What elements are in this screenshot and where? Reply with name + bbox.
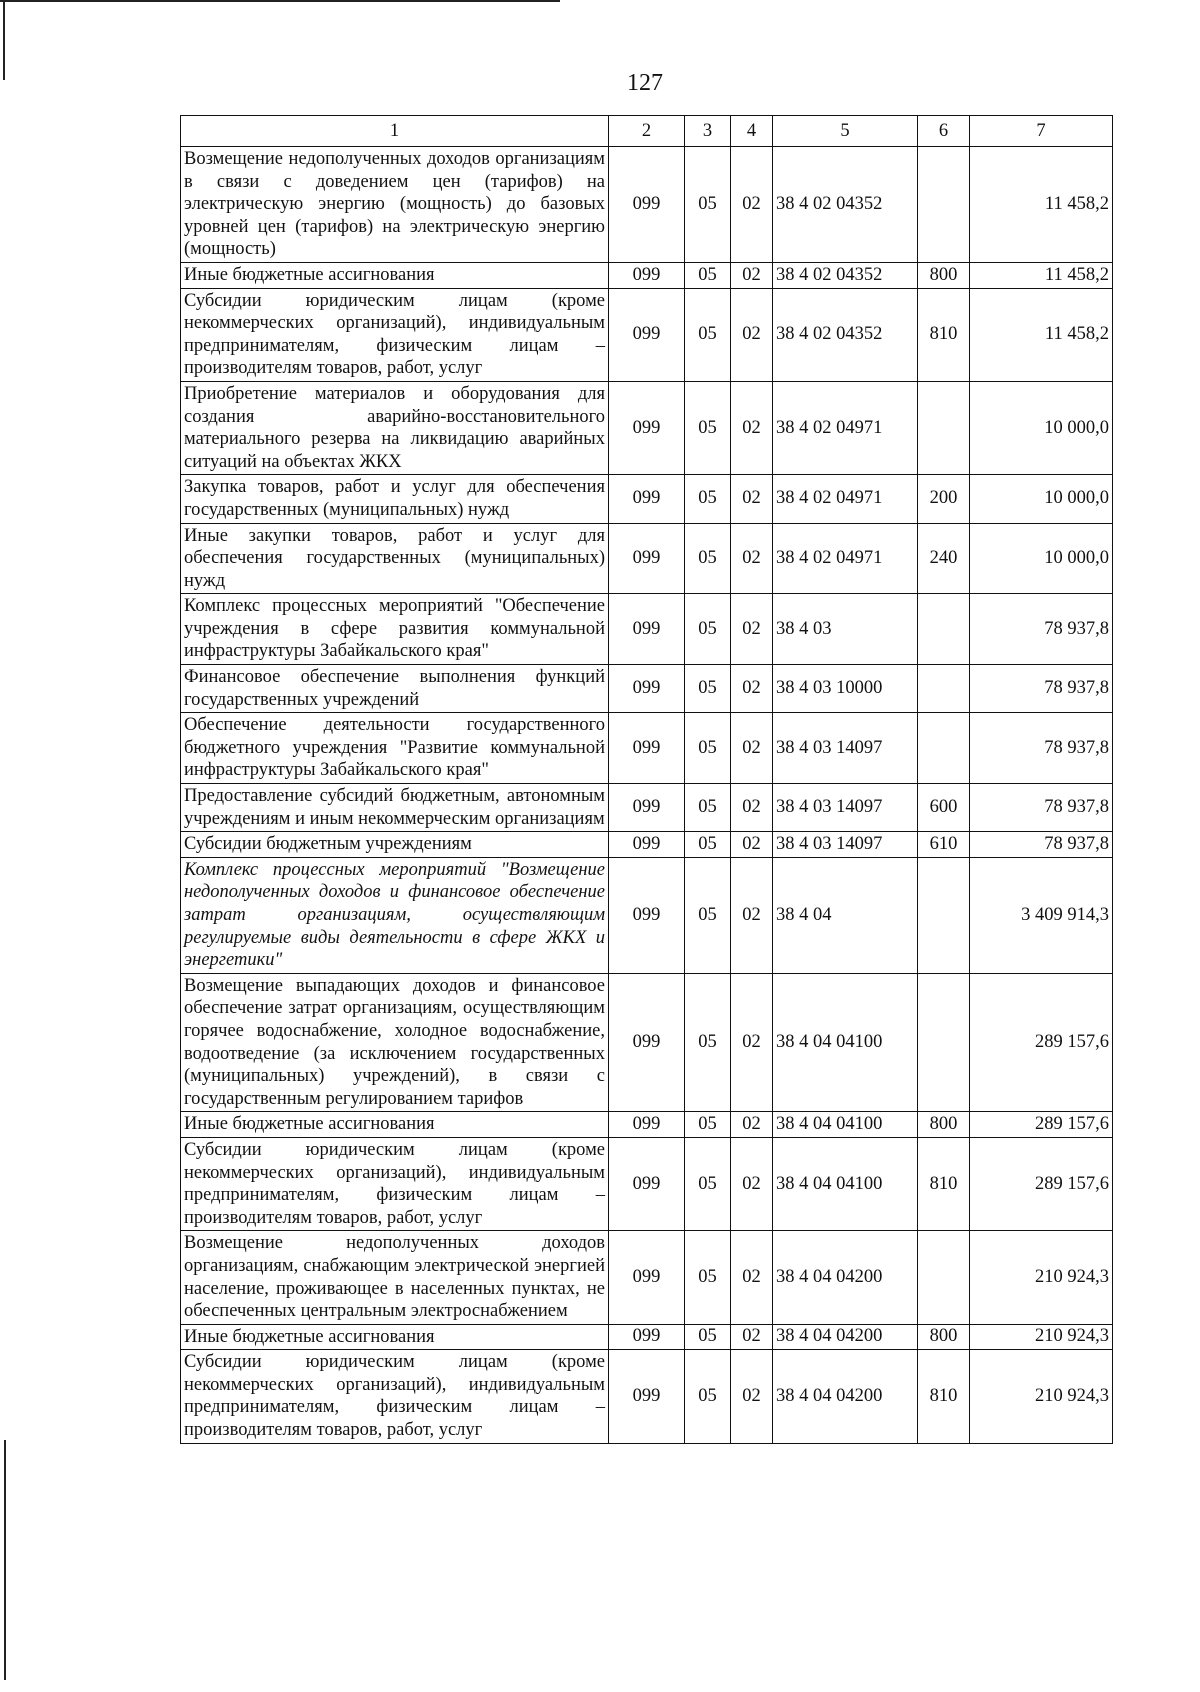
cell-target-article: 38 4 02 04352 — [773, 288, 918, 381]
cell-expense-type — [918, 973, 970, 1112]
cell-section: 05 — [685, 1350, 731, 1443]
cell-code: 099 — [609, 1350, 685, 1443]
scan-edge-top — [0, 0, 560, 2]
cell-amount: 289 157,6 — [970, 1112, 1113, 1138]
column-header: 2 — [609, 116, 685, 147]
cell-expense-type — [918, 665, 970, 713]
cell-code: 099 — [609, 713, 685, 784]
cell-subsection: 02 — [731, 832, 773, 858]
cell-amount: 11 458,2 — [970, 262, 1113, 288]
cell-subsection: 02 — [731, 381, 773, 474]
column-header: 5 — [773, 116, 918, 147]
cell-section: 05 — [685, 973, 731, 1112]
cell-subsection: 02 — [731, 1324, 773, 1350]
cell-target-article: 38 4 02 04352 — [773, 262, 918, 288]
cell-subsection: 02 — [731, 288, 773, 381]
cell-code: 099 — [609, 857, 685, 973]
cell-code: 099 — [609, 1324, 685, 1350]
cell-amount: 10 000,0 — [970, 381, 1113, 474]
row-name: Закупка товаров, работ и услуг для обеспечения государственных (муниципальных) нужд — [181, 475, 609, 523]
cell-code: 099 — [609, 784, 685, 832]
row-name: Комплекс процессных мероприятий "Обеспечение учреждения в сфере развития коммунальной инфраструктуры Забайкальского края" — [181, 594, 609, 665]
cell-code: 099 — [609, 523, 685, 594]
scan-edge-left — [3, 0, 5, 80]
cell-expense-type — [918, 1231, 970, 1324]
cell-code: 099 — [609, 1137, 685, 1230]
cell-section: 05 — [685, 784, 731, 832]
cell-code: 099 — [609, 147, 685, 263]
cell-target-article: 38 4 03 14097 — [773, 832, 918, 858]
cell-section: 05 — [685, 1137, 731, 1230]
column-header: 3 — [685, 116, 731, 147]
cell-subsection: 02 — [731, 857, 773, 973]
row-name: Обеспечение деятельности государственного бюджетного учреждения "Развитие коммунальной инфраструктуры Забайкальского края" — [181, 713, 609, 784]
cell-target-article: 38 4 03 14097 — [773, 784, 918, 832]
cell-section: 05 — [685, 523, 731, 594]
column-header: 7 — [970, 116, 1113, 147]
column-header: 1 — [181, 116, 609, 147]
cell-expense-type: 200 — [918, 475, 970, 523]
table-row — [181, 832, 1113, 858]
cell-section: 05 — [685, 857, 731, 973]
cell-target-article: 38 4 04 04200 — [773, 1350, 918, 1443]
cell-target-article: 38 4 04 04200 — [773, 1324, 918, 1350]
cell-expense-type — [918, 594, 970, 665]
cell-target-article: 38 4 04 04200 — [773, 1231, 918, 1324]
cell-expense-type: 810 — [918, 288, 970, 381]
cell-subsection: 02 — [731, 665, 773, 713]
cell-subsection: 02 — [731, 784, 773, 832]
cell-code: 099 — [609, 1112, 685, 1138]
table-row — [181, 475, 1113, 523]
table-row — [181, 665, 1113, 713]
cell-target-article: 38 4 03 10000 — [773, 665, 918, 713]
cell-expense-type: 810 — [918, 1137, 970, 1230]
cell-target-article: 38 4 04 04100 — [773, 1112, 918, 1138]
cell-subsection: 02 — [731, 147, 773, 263]
row-name: Субсидии бюджетным учреждениям — [181, 832, 609, 858]
row-name: Иные бюджетные ассигнования — [181, 1324, 609, 1350]
cell-section: 05 — [685, 713, 731, 784]
cell-code: 099 — [609, 381, 685, 474]
cell-amount: 289 157,6 — [970, 1137, 1113, 1230]
row-name: Возмещение выпадающих доходов и финансовое обеспечение затрат организациям, осуществляющим горячее водоснабжение, холодное водоснабжение, водоотведение (за исключением государственных (муниципальных) учреждений), в связи с государственным регулированием тарифов — [181, 973, 609, 1112]
table-row — [181, 857, 1113, 973]
cell-target-article: 38 4 04 04100 — [773, 1137, 918, 1230]
cell-code: 099 — [609, 973, 685, 1112]
table-row — [181, 1350, 1113, 1443]
cell-amount: 10 000,0 — [970, 475, 1113, 523]
cell-subsection: 02 — [731, 1231, 773, 1324]
table-row — [181, 1324, 1113, 1350]
table-row — [181, 973, 1113, 1112]
cell-code: 099 — [609, 288, 685, 381]
cell-target-article: 38 4 04 04100 — [773, 973, 918, 1112]
cell-target-article: 38 4 02 04971 — [773, 523, 918, 594]
scan-edge-left-bottom — [4, 1440, 6, 1680]
cell-expense-type: 800 — [918, 1112, 970, 1138]
table-row — [181, 523, 1113, 594]
cell-section: 05 — [685, 288, 731, 381]
row-name: Возмещение недополученных доходов организациям в связи с доведением цен (тарифов) на электрическую энергию (мощность) до базовых уровней цен (тарифов) на электрическую энергию (мощность) — [181, 147, 609, 263]
cell-subsection: 02 — [731, 1137, 773, 1230]
cell-expense-type: 240 — [918, 523, 970, 594]
cell-subsection: 02 — [731, 475, 773, 523]
cell-amount: 78 937,8 — [970, 665, 1113, 713]
cell-amount: 78 937,8 — [970, 713, 1113, 784]
cell-section: 05 — [685, 665, 731, 713]
row-name: Субсидии юридическим лицам (кроме некоммерческих организаций), индивидуальным предпринимателям, физическим лицам – производителям товаров, работ, услуг — [181, 288, 609, 381]
page-number: 127 — [627, 70, 663, 96]
cell-amount: 78 937,8 — [970, 832, 1113, 858]
cell-amount: 11 458,2 — [970, 288, 1113, 381]
cell-amount: 10 000,0 — [970, 523, 1113, 594]
cell-section: 05 — [685, 147, 731, 263]
table-row — [181, 713, 1113, 784]
cell-section: 05 — [685, 594, 731, 665]
cell-expense-type — [918, 713, 970, 784]
cell-section: 05 — [685, 262, 731, 288]
row-name: Возмещение недополученных доходов организациям, снабжающим электрической энергией население, проживающее в населенных пунктах, не обеспеченных центральным электроснабжением — [181, 1231, 609, 1324]
budget-table — [180, 115, 1113, 1444]
cell-amount: 210 924,3 — [970, 1324, 1113, 1350]
row-name: Приобретение материалов и оборудования для создания аварийно-восстановительного материального резерва на ликвидацию аварийных ситуаций на объектах ЖКХ — [181, 381, 609, 474]
cell-subsection: 02 — [731, 1112, 773, 1138]
cell-target-article: 38 4 02 04971 — [773, 475, 918, 523]
cell-code: 099 — [609, 475, 685, 523]
table-row — [181, 381, 1113, 474]
table-row — [181, 784, 1113, 832]
cell-subsection: 02 — [731, 713, 773, 784]
cell-code: 099 — [609, 1231, 685, 1324]
cell-target-article: 38 4 02 04352 — [773, 147, 918, 263]
cell-amount: 289 157,6 — [970, 973, 1113, 1112]
cell-expense-type — [918, 147, 970, 263]
row-name: Иные бюджетные ассигнования — [181, 1112, 609, 1138]
column-header: 4 — [731, 116, 773, 147]
cell-section: 05 — [685, 1231, 731, 1324]
cell-expense-type — [918, 857, 970, 973]
row-name: Комплекс процессных мероприятий "Возмещение недополученных доходов и финансовое обеспечение затрат организациям, осуществляющим регулируемые виды деятельности в сфере ЖКХ и энергетики" — [181, 857, 609, 973]
cell-expense-type: 810 — [918, 1350, 970, 1443]
table-row — [181, 147, 1113, 263]
cell-amount: 210 924,3 — [970, 1231, 1113, 1324]
cell-target-article: 38 4 03 — [773, 594, 918, 665]
cell-subsection: 02 — [731, 973, 773, 1112]
cell-section: 05 — [685, 381, 731, 474]
cell-section: 05 — [685, 832, 731, 858]
cell-target-article: 38 4 04 — [773, 857, 918, 973]
table-row — [181, 1137, 1113, 1230]
cell-subsection: 02 — [731, 523, 773, 594]
cell-code: 099 — [609, 594, 685, 665]
row-name: Иные бюджетные ассигнования — [181, 262, 609, 288]
cell-expense-type: 800 — [918, 262, 970, 288]
row-name: Субсидии юридическим лицам (кроме некоммерческих организаций), индивидуальным предпринимателям, физическим лицам – производителям товаров, работ, услуг — [181, 1137, 609, 1230]
cell-amount: 78 937,8 — [970, 594, 1113, 665]
cell-subsection: 02 — [731, 262, 773, 288]
cell-expense-type: 610 — [918, 832, 970, 858]
cell-code: 099 — [609, 832, 685, 858]
cell-subsection: 02 — [731, 1350, 773, 1443]
row-name: Предоставление субсидий бюджетным, автономным учреждениям и иным некоммерческим организациям — [181, 784, 609, 832]
cell-target-article: 38 4 02 04971 — [773, 381, 918, 474]
table-header-row — [181, 116, 1113, 147]
row-name: Финансовое обеспечение выполнения функций государственных учреждений — [181, 665, 609, 713]
cell-amount: 11 458,2 — [970, 147, 1113, 263]
table-row — [181, 1112, 1113, 1138]
cell-section: 05 — [685, 475, 731, 523]
cell-section: 05 — [685, 1324, 731, 1350]
cell-section: 05 — [685, 1112, 731, 1138]
table-row — [181, 594, 1113, 665]
row-name: Субсидии юридическим лицам (кроме некоммерческих организаций), индивидуальным предпринимателям, физическим лицам – производителям товаров, работ, услуг — [181, 1350, 609, 1443]
cell-subsection: 02 — [731, 594, 773, 665]
table-row — [181, 288, 1113, 381]
row-name: Иные закупки товаров, работ и услуг для обеспечения государственных (муниципальных) нужд — [181, 523, 609, 594]
cell-expense-type: 800 — [918, 1324, 970, 1350]
cell-code: 099 — [609, 262, 685, 288]
cell-amount: 3 409 914,3 — [970, 857, 1113, 973]
table-row — [181, 1231, 1113, 1324]
column-header: 6 — [918, 116, 970, 147]
cell-target-article: 38 4 03 14097 — [773, 713, 918, 784]
cell-code: 099 — [609, 665, 685, 713]
cell-expense-type: 600 — [918, 784, 970, 832]
table-row — [181, 262, 1113, 288]
cell-expense-type — [918, 381, 970, 474]
cell-amount: 210 924,3 — [970, 1350, 1113, 1443]
cell-amount: 78 937,8 — [970, 784, 1113, 832]
